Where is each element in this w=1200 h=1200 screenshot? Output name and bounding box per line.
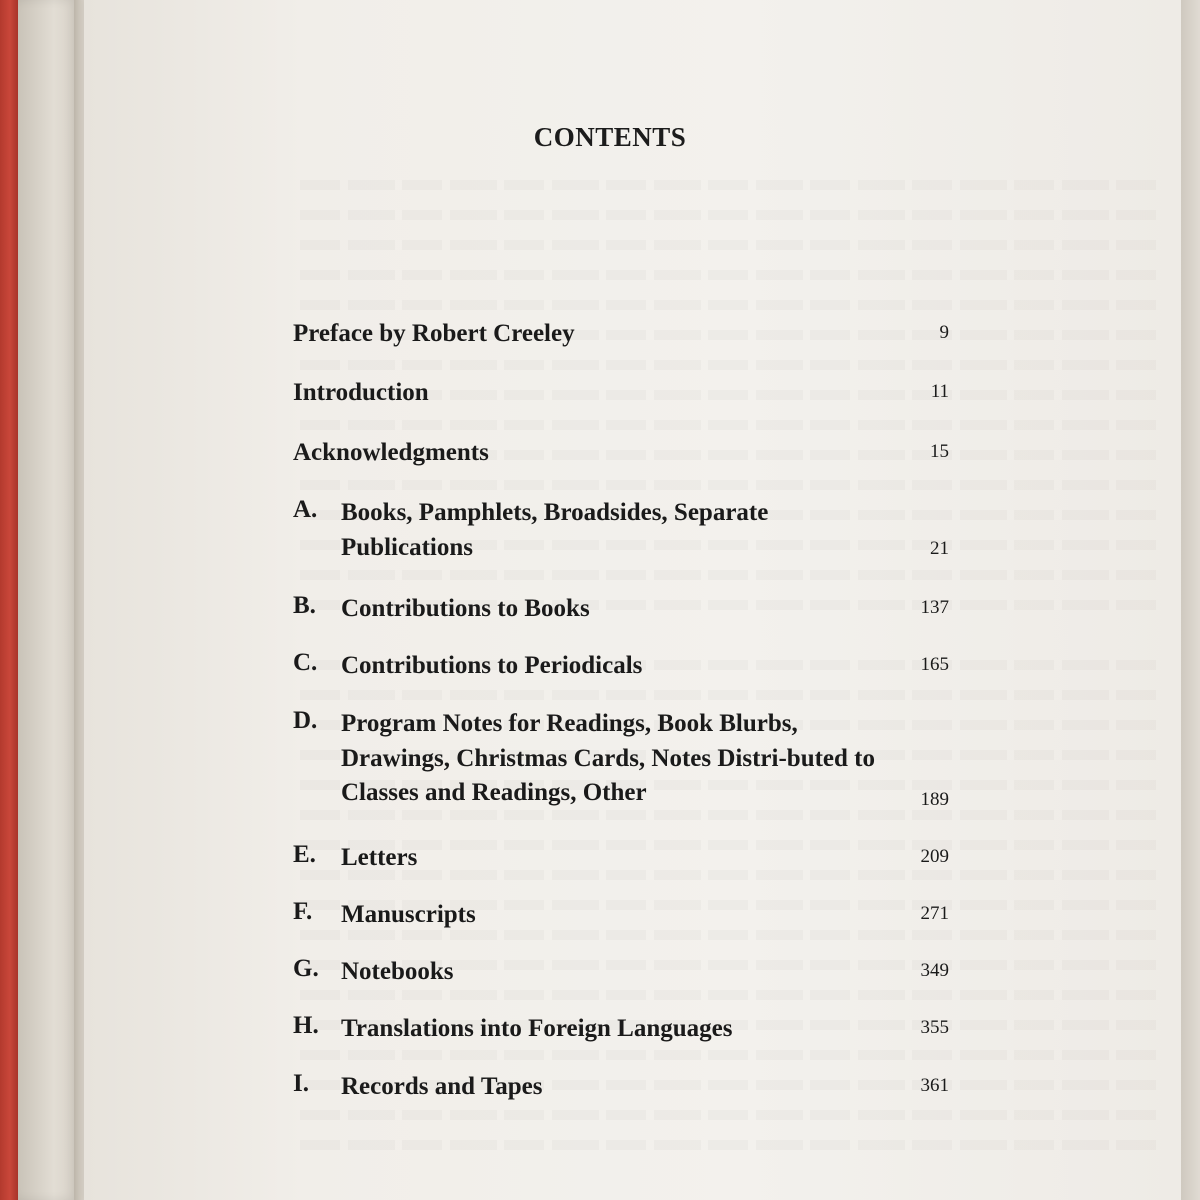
toc-section-letter: E. bbox=[293, 841, 316, 868]
toc-section-letter: F. bbox=[293, 898, 313, 925]
toc-page-number: 361 bbox=[920, 1075, 949, 1096]
toc-section-letter: A. bbox=[293, 496, 318, 523]
toc-entry-title: Contributions to Books bbox=[341, 595, 590, 622]
toc-entry-title: Books, Pamphlets, Broadsides, Separate Publications bbox=[341, 499, 769, 561]
toc-section-letter: G. bbox=[293, 955, 319, 982]
toc-page-number: 189 bbox=[920, 789, 949, 810]
toc-entry-title: Notebooks bbox=[341, 958, 454, 985]
toc-page-number: 209 bbox=[920, 846, 949, 867]
toc-page-number: 349 bbox=[920, 960, 949, 981]
toc-page-number: 355 bbox=[920, 1017, 949, 1038]
toc-page-number: 9 bbox=[939, 322, 949, 343]
toc-section-letter: C. bbox=[293, 649, 318, 676]
toc-section-letter: I. bbox=[293, 1070, 309, 1097]
toc-entry-title: Records and Tapes bbox=[341, 1073, 543, 1100]
toc-entry-title: Letters bbox=[341, 844, 418, 871]
toc-section-letter: D. bbox=[293, 707, 318, 734]
toc-entry-title: Program Notes for Readings, Book Blurbs, Drawings, Christmas Cards, Notes Distri-buted to Classes and Readings, Other bbox=[341, 710, 876, 806]
toc-entry-title: Translations into Foreign Languages bbox=[341, 1015, 733, 1042]
toc-section-letter: H. bbox=[293, 1012, 319, 1039]
toc-entry-title: Manuscripts bbox=[341, 901, 476, 928]
toc-entry-title: Acknowledgments bbox=[293, 439, 489, 466]
toc-entry-title: Introduction bbox=[293, 379, 429, 406]
toc-page-number: 21 bbox=[930, 538, 949, 559]
toc-entry-title: Contributions to Periodicals bbox=[341, 652, 643, 679]
toc-section-letter: B. bbox=[293, 592, 316, 619]
toc-page-number: 11 bbox=[930, 381, 949, 402]
toc-page-number: 271 bbox=[920, 903, 949, 924]
toc-entry-title: Preface by Robert Creeley bbox=[293, 320, 575, 347]
contents-heading: CONTENTS bbox=[533, 122, 687, 152]
toc-page-number: 15 bbox=[930, 441, 949, 462]
toc-page-number: 137 bbox=[920, 597, 949, 618]
toc-page-number: 165 bbox=[920, 654, 949, 675]
